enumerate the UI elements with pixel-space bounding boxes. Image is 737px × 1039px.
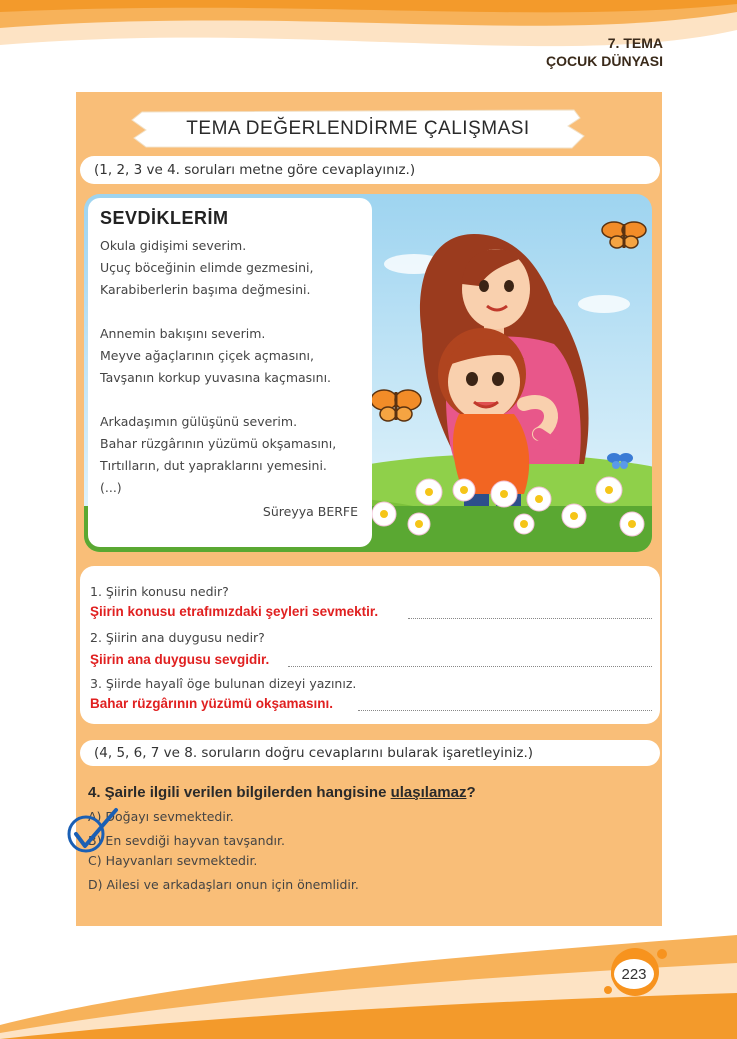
check-mark-icon xyxy=(66,806,122,856)
poem-line: Bahar rüzgârının yüzümü okşamasını, xyxy=(100,436,337,451)
answer-line xyxy=(408,618,652,619)
poem-line: Tırtılların, dut yapraklarını yemesini. xyxy=(100,458,327,473)
page-title: TEMA DEĞERLENDİRME ÇALIŞMASI xyxy=(186,118,530,139)
theme-number: 7. TEMA xyxy=(607,35,663,51)
poem-card xyxy=(88,198,372,547)
question-2: 2. Şiirin ana duygusu nedir? xyxy=(90,630,265,645)
mc-question-suffix: ? xyxy=(466,784,476,801)
instruction-2: (4, 5, 6, 7 ve 8. soruların doğru cevaplarını bularak işaretleyiniz.) xyxy=(80,740,660,766)
poem-line: Meyve ağaçlarının çiçek açmasını, xyxy=(100,348,314,363)
mc-question-prefix: 4. Şairle ilgili verilen bilgilerden hangisine xyxy=(88,784,391,801)
poem-line: Uçuç böceğinin elimde gezmesini, xyxy=(100,260,314,275)
poem-line: Tavşanın korkup yuvasına kaçmasını. xyxy=(100,370,332,385)
poem-line: Karabiberlerin başıma değmesini. xyxy=(100,282,311,297)
poem-line: Annemin bakışını severim. xyxy=(100,326,266,341)
poem-line: (...) xyxy=(100,480,122,495)
page-number: 223 xyxy=(611,956,657,992)
question-1: 1. Şiirin konusu nedir? xyxy=(90,584,229,599)
theme-name: ÇOCUK DÜNYASI xyxy=(546,53,663,69)
option-a[interactable]: A) Doğayı sevmektedir. xyxy=(88,809,234,824)
answer-line xyxy=(288,666,652,667)
poem-line: Okula gidişimi severim. xyxy=(100,238,247,253)
poem-line: Arkadaşımın gülüşünü severim. xyxy=(100,414,298,429)
option-c[interactable]: C) Hayvanları sevmektedir. xyxy=(88,853,258,868)
answer-1[interactable]: Şiirin konusu etrafımızdaki şeyleri sevmektir. xyxy=(90,604,379,619)
option-b[interactable]: B) En sevdiği hayvan tavşandır. xyxy=(88,833,285,848)
poem-author: Süreyya BERFE xyxy=(262,504,358,519)
mc-question-underlined: ulaşılamaz xyxy=(390,784,467,801)
option-d[interactable]: D) Ailesi ve arkadaşları onun için önemlidir. xyxy=(88,877,359,892)
question-3: 3. Şiirde hayalî öge bulunan dizeyi yazınız. xyxy=(90,676,357,691)
mc-question xyxy=(88,784,476,801)
answer-line xyxy=(358,710,652,711)
theme-label xyxy=(546,34,663,70)
answer-2[interactable]: Şiirin ana duygusu sevgidir. xyxy=(90,652,270,667)
poem-title: SEVDİKLERİM xyxy=(100,208,229,228)
instruction-1: (1, 2, 3 ve 4. soruları metne göre cevaplayınız.) xyxy=(80,156,660,184)
answer-3[interactable]: Bahar rüzgârının yüzümü okşamasını. xyxy=(90,696,334,711)
